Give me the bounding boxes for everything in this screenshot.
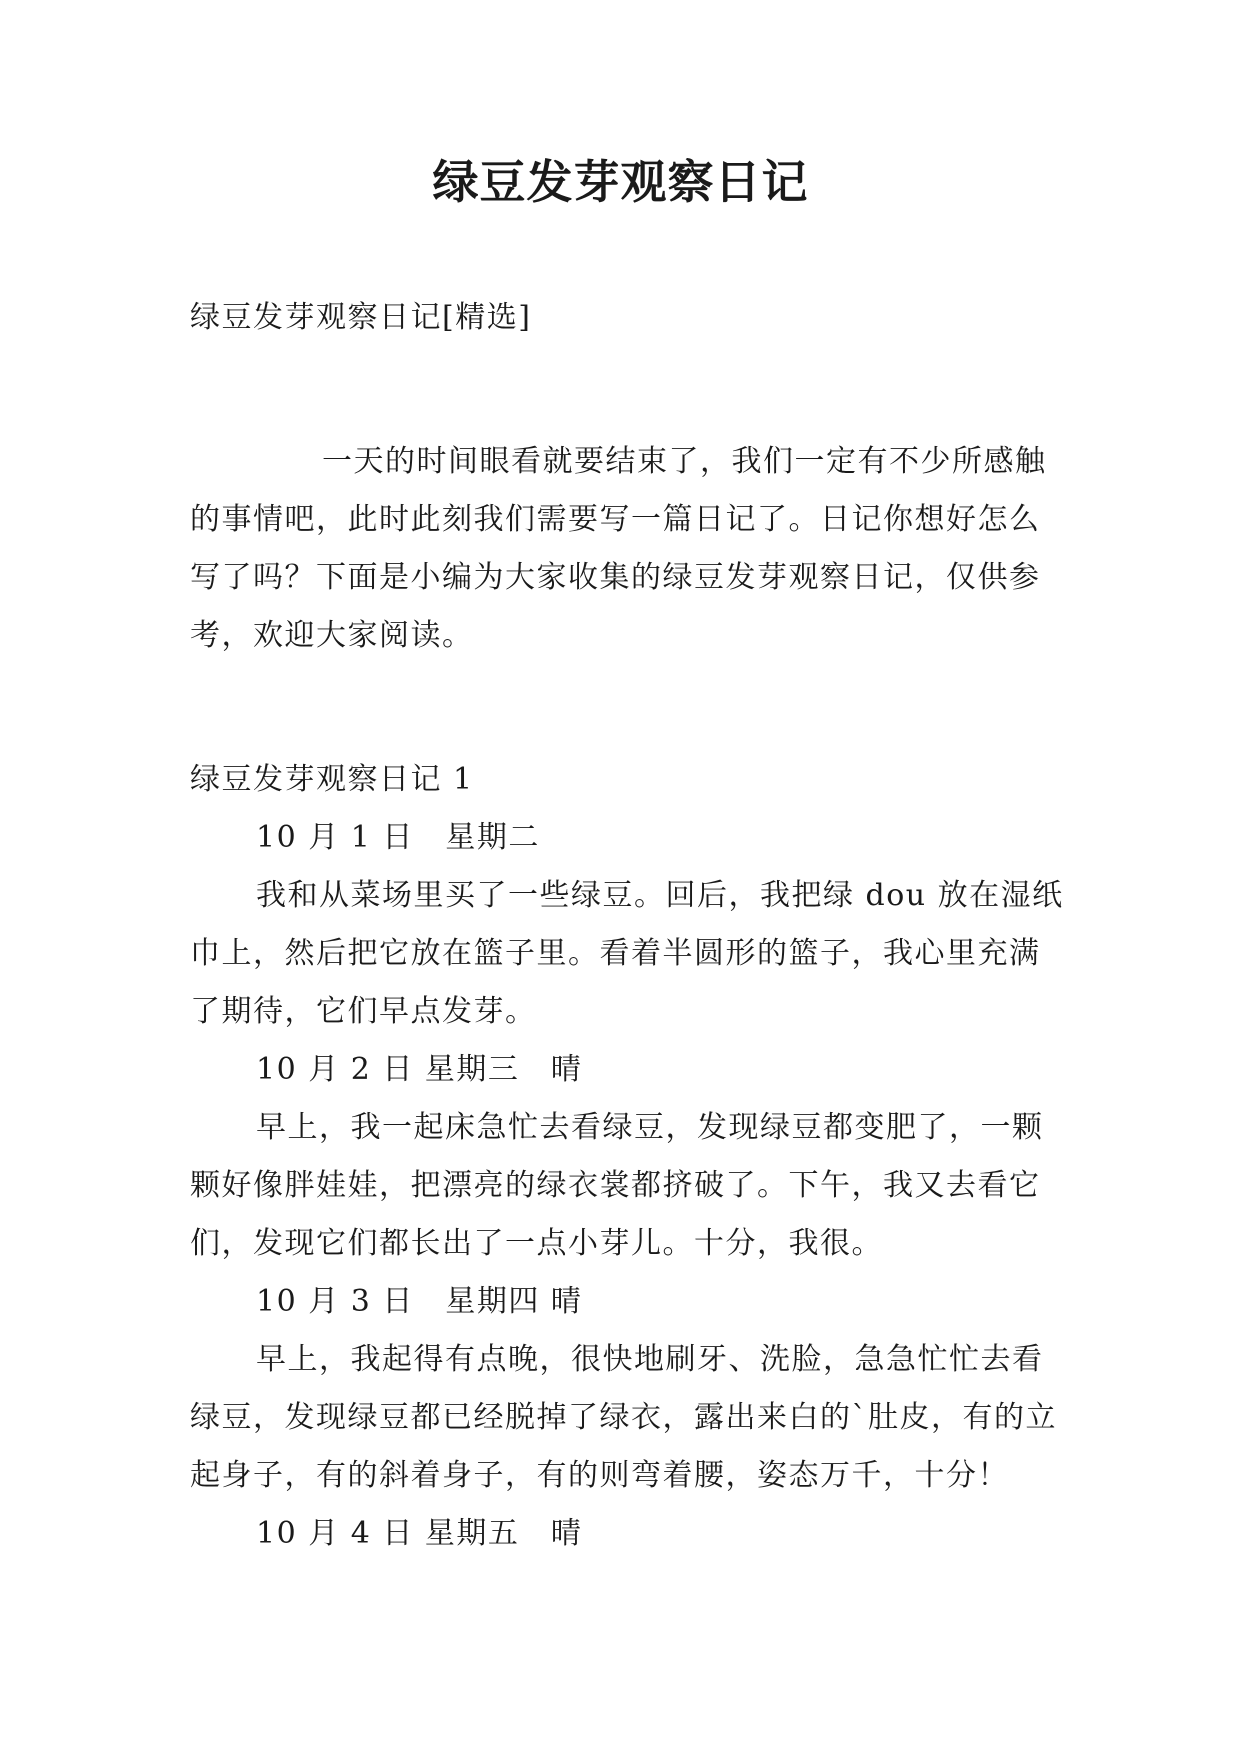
document-subtitle: 绿豆发芽观察日记[精选] [190,300,532,335]
spacer [190,665,1070,751]
document-title: 绿豆发芽观察日记 [432,155,809,209]
entry-date: 10 月 4 日 星期五 晴 [256,1516,583,1551]
document-body [190,289,1070,1563]
entry-date: 10 月 2 日 星期三 晴 [256,1052,583,1087]
entry-text: 早上，我一起床急忙去看绿豆，发现绿豆都变肥了，一颗颗好像胖娃娃，把漂亮的绿衣裳都挤破了。下午，我又去看它们，发现它们都长出了一点小芽儿。十分，我很。 [190,1110,1044,1261]
entry-text: 早上，我起得有点晚，很快地刷牙、洗脸，急急忙忙去看绿豆，发现绿豆都已经脱掉了绿衣，露出来白的`肚皮，有的立起身子，有的斜着身子，有的则弯着腰，姿态万千，十分！ [190,1342,1057,1493]
intro-paragraph: 一天的时间眼看就要结束了，我们一定有不少所感触的事情吧，此时此刻我们需要写一篇日记了。日记你想好怎么写了吗？下面是小编为大家收集的绿豆发芽观察日记，仅供参考，欢迎大家阅读。 [190,444,1047,653]
spacer [190,347,1070,433]
entry-date: 10 月 1 日 星期二 [256,820,540,855]
entry-date: 10 月 3 日 星期四 晴 [256,1284,583,1319]
section-heading: 绿豆发芽观察日记 1 [190,762,474,797]
entry-text: 我和从菜场里买了一些绿豆。回后，我把绿 dou 放在湿纸巾上，然后把它放在篮子里。看着半圆形的篮子，我心里充满了期待，它们早点发芽。 [190,878,1064,1029]
